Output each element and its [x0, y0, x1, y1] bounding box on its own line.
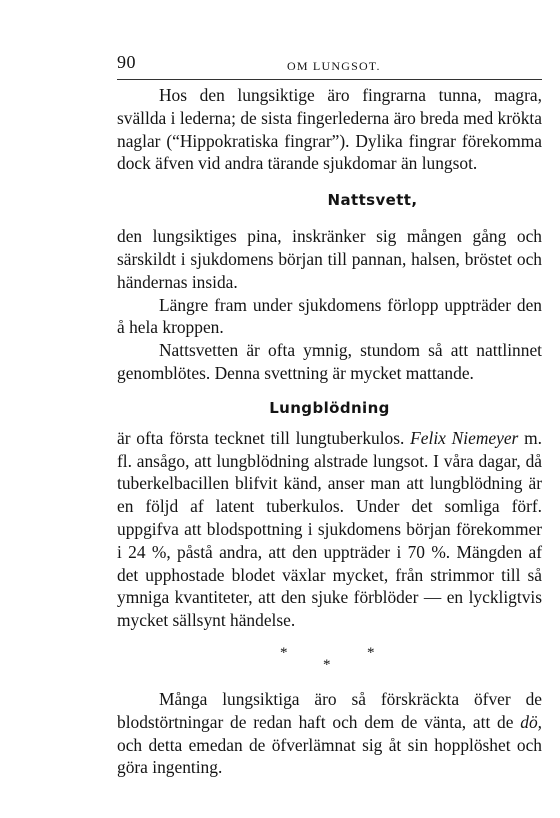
paragraph-night-sweat-intro: den lungsiktiges pina, inskränker sig mången gång och särskildt i sjukdomens början till pannan, halsen, bröstet och händernas insida.: [117, 226, 542, 292]
running-head: OM LUNGSOT.: [287, 59, 381, 73]
paragraph-night-sweat-later: Längre fram under sjukdomens förlopp uppträder den å hela kroppen.: [117, 294, 542, 338]
heading-nattsvett: Nattsvett,: [327, 191, 418, 210]
paragraph-fear-part-1: Många lungsiktiga äro så förskräckta öfver de blodstörtningar de redan haft och dem de vänta, att de: [117, 688, 542, 732]
body-text: [117, 84, 542, 779]
paragraph-night-sweat-profuse: Nattsvetten är ofta ymnig, stundom så att nattlinnet genomblötes. Denna svettning är mycket mattande.: [117, 340, 542, 383]
heading-lungblodning: Lungblödning: [269, 398, 390, 417]
emphasis-do: dö,: [520, 711, 542, 732]
page-number: 90: [117, 52, 136, 72]
separator-star: *: [367, 644, 375, 661]
section-separator: [117, 634, 542, 682]
paragraph-fingers: Hos den lungsiktige äro fingrarna tunna, magra, svällda i lederna; de sista fingerlederna äro breda med krökta naglar (“Hippokratiska fingrar”). Dylika fingrar förekomma dock äfven vid andra tärande sjukdomar än lungsot.: [117, 85, 542, 174]
separator-star: *: [280, 644, 288, 661]
paragraph-lung-bleeding-part-2: m. fl. ansågo, att lungblödning alstrade lungsot. I våra dagar, då tuberkelbacillen blifvit känd, anser man att lungblödning är en följd af latent tuberkulos. Under det somliga förf. uppgifva att blodspottning i sjukdomens början förekommer i 24 %, påstå andra, att den uppträder i 70 %. Mängden af det upphostade blodet växlar mycket, från strimmor till så ymniga kvantiteter, att den sjuke förblöder — en lyckligtvis mycket sällsynt händelse.: [117, 427, 542, 631]
page-header: [117, 52, 542, 76]
paragraph-fear-part-2: och detta emedan de öfverlämnat sig åt sin hopplöshet och göra ingenting.: [117, 734, 542, 778]
header-rule: [117, 79, 542, 80]
author-name: Felix Niemeyer: [410, 427, 519, 448]
paragraph-fear: [117, 688, 542, 779]
paragraph-lung-bleeding-part-1: är ofta första tecknet till lungtuberkulos.: [117, 427, 411, 448]
separator-star: *: [323, 656, 331, 673]
paragraph-lung-bleeding: [117, 427, 542, 632]
